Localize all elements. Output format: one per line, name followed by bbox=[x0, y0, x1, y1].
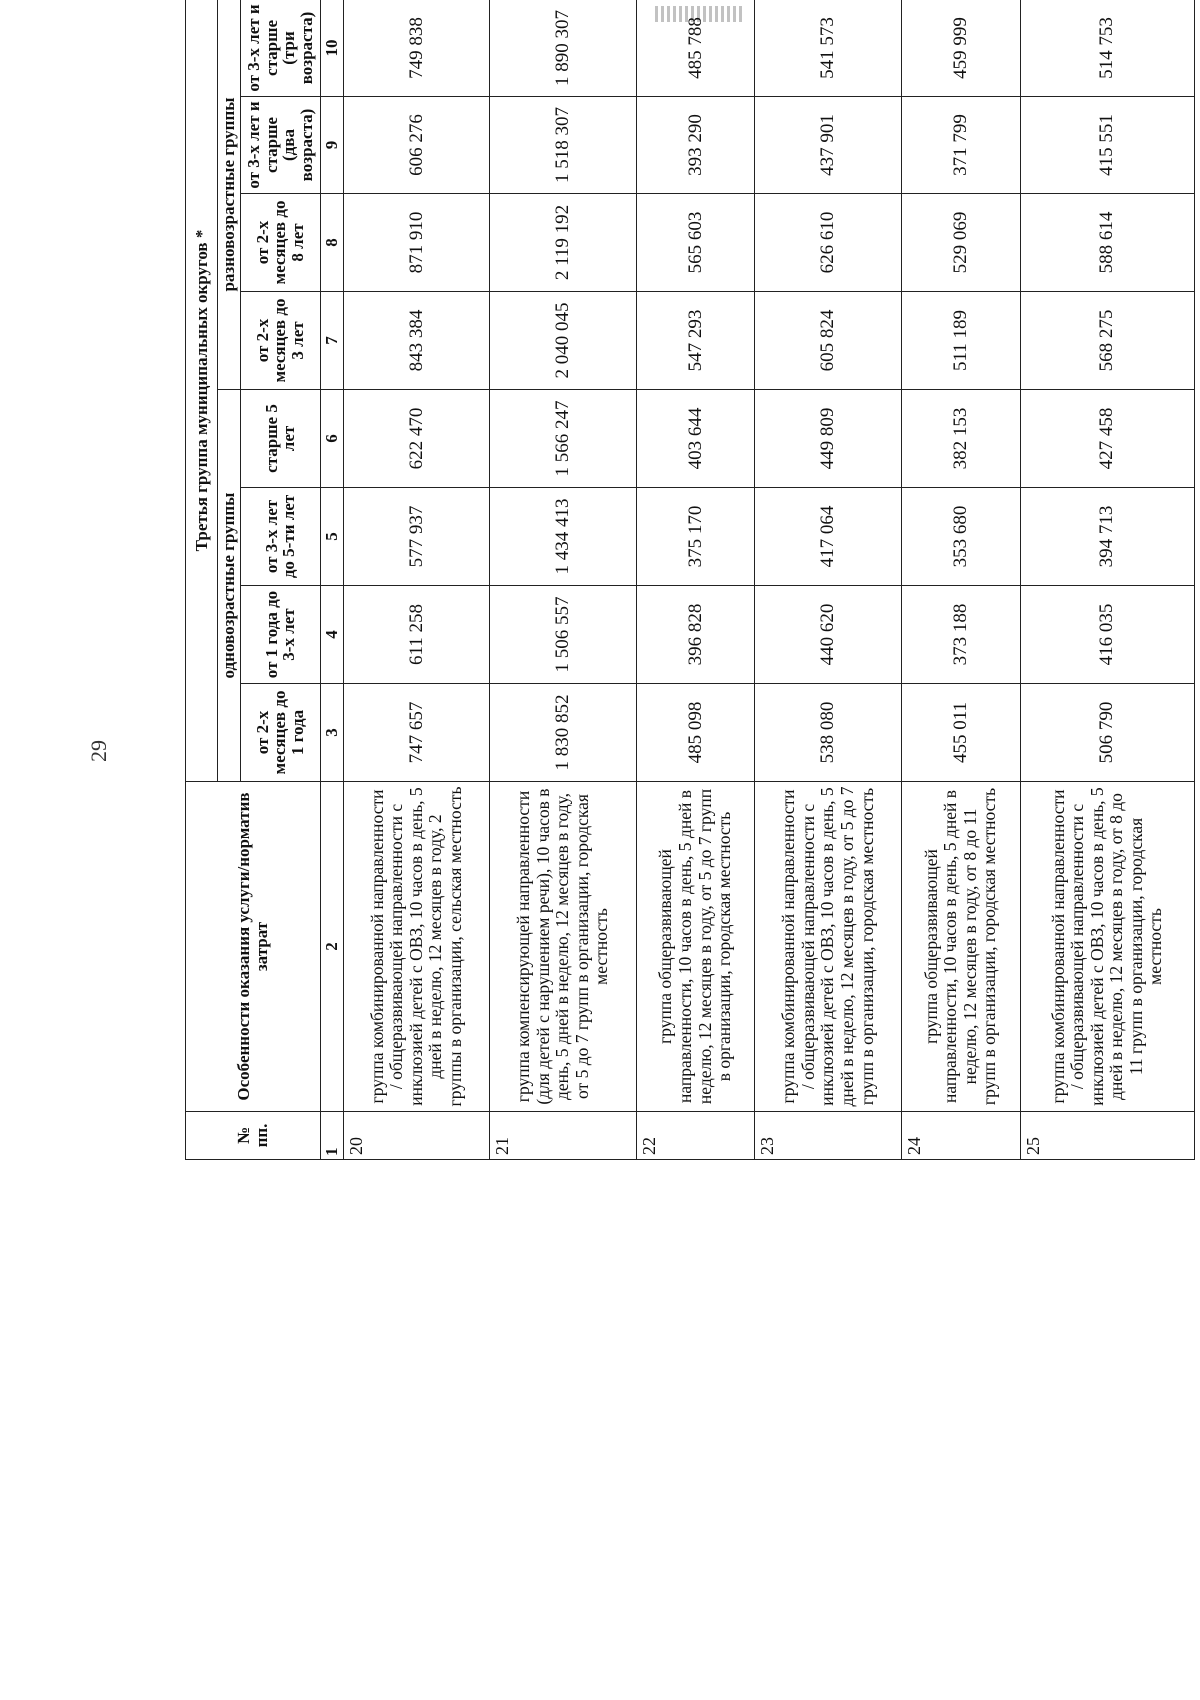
column-header: от 1 года до 3-х лет bbox=[240, 586, 320, 684]
rotated-document bbox=[185, 0, 1195, 1160]
cost-value: 455 011 bbox=[901, 684, 1020, 782]
table-row bbox=[1020, 0, 1194, 1160]
cost-value: 1 566 247 bbox=[490, 390, 637, 488]
cost-value: 373 188 bbox=[901, 586, 1020, 684]
cost-value: 437 901 bbox=[755, 97, 902, 194]
header-feature: Особенности оказания услуги/норматив затрат bbox=[186, 782, 321, 1112]
cost-value: 440 620 bbox=[755, 586, 902, 684]
cost-value: 506 790 bbox=[1020, 684, 1194, 782]
column-index: 7 bbox=[320, 292, 343, 390]
column-header: от 3-х лет и старше (два возраста) bbox=[240, 97, 320, 194]
cost-value: 382 153 bbox=[901, 390, 1020, 488]
cost-value: 568 275 bbox=[1020, 292, 1194, 390]
column-index: 1 bbox=[320, 1112, 343, 1160]
cost-norms-table bbox=[185, 0, 1195, 1160]
column-header: старше 5 лет bbox=[240, 390, 320, 488]
cost-value: 396 828 bbox=[636, 586, 755, 684]
cost-value: 565 603 bbox=[636, 194, 755, 292]
cost-value: 485 098 bbox=[636, 684, 755, 782]
cost-value: 1 830 852 bbox=[490, 684, 637, 782]
column-index: 5 bbox=[320, 488, 343, 586]
cost-value: 747 657 bbox=[343, 684, 490, 782]
column-index: 2 bbox=[320, 782, 343, 1112]
cost-value: 403 644 bbox=[636, 390, 755, 488]
cost-value: 394 713 bbox=[1020, 488, 1194, 586]
cost-value: 626 610 bbox=[755, 194, 902, 292]
cost-value: 1 434 413 bbox=[490, 488, 637, 586]
row-number: 24 bbox=[901, 1112, 1020, 1160]
cost-value: 2 040 045 bbox=[490, 292, 637, 390]
row-number: 25 bbox=[1020, 1112, 1194, 1160]
row-description: группа компенсирующей направленности (для детей с нарушением речи), 10 часов в день, 5 дней в неделю, 12 месяцев в году, от 5 до 7 групп в организации, городская местность bbox=[490, 782, 637, 1112]
row-description: группа комбинированной направленности / общеразвивающей направленности с инклюзией детей с ОВЗ, 10 часов в день, 5 дней в неделю, 12 месяцев в году, от 8 до 11 групп в организации, городская местность bbox=[1020, 782, 1194, 1112]
cost-value: 588 614 bbox=[1020, 194, 1194, 292]
table-row bbox=[490, 0, 637, 1160]
column-header: от 3-х лет и старше (три возраста) bbox=[240, 0, 320, 97]
cost-value: 416 035 bbox=[1020, 586, 1194, 684]
cost-value: 622 470 bbox=[343, 390, 490, 488]
cost-value: 485 788 bbox=[636, 0, 755, 97]
cost-value: 393 290 bbox=[636, 97, 755, 194]
column-index: 8 bbox=[320, 194, 343, 292]
cost-value: 538 080 bbox=[755, 684, 902, 782]
cost-value: 511 189 bbox=[901, 292, 1020, 390]
row-description: группа комбинированной направленности / общеразвивающей направленности с инклюзией детей с ОВЗ, 10 часов в день, 5 дней в неделю, 12 месяцев в году, от 5 до 7 групп в организации, городская местность bbox=[755, 782, 902, 1112]
column-index: 10 bbox=[320, 0, 343, 97]
cost-value: 1 518 307 bbox=[490, 97, 637, 194]
cost-value: 353 680 bbox=[901, 488, 1020, 586]
column-index: 3 bbox=[320, 684, 343, 782]
row-number: 21 bbox=[490, 1112, 637, 1160]
cost-value: 449 809 bbox=[755, 390, 902, 488]
header-group: Третья группа муниципальных округов * bbox=[186, 0, 218, 782]
column-header: от 2-х месяцев до 3 лет bbox=[240, 292, 320, 390]
cost-value: 547 293 bbox=[636, 292, 755, 390]
cost-value: 459 999 bbox=[901, 0, 1020, 97]
cost-value: 577 937 bbox=[343, 488, 490, 586]
cost-value: 415 551 bbox=[1020, 97, 1194, 194]
page-number: 29 bbox=[86, 740, 111, 762]
cost-value: 749 838 bbox=[343, 0, 490, 97]
column-index: 9 bbox=[320, 97, 343, 194]
cost-value: 514 753 bbox=[1020, 0, 1194, 97]
row-number: 22 bbox=[636, 1112, 755, 1160]
row-description: группа общеразвивающей направленности, 10 часов в день, 5 дней в неделю, 12 месяцев в году, от 8 до 11 групп в организации, городская местность bbox=[901, 782, 1020, 1112]
column-header: от 2-х месяцев до 8 лет bbox=[240, 194, 320, 292]
cost-value: 541 573 bbox=[755, 0, 902, 97]
cost-value: 371 799 bbox=[901, 97, 1020, 194]
column-header: от 3-х лет до 5-ти лет bbox=[240, 488, 320, 586]
cost-value: 611 258 bbox=[343, 586, 490, 684]
cost-value: 375 170 bbox=[636, 488, 755, 586]
column-index: 6 bbox=[320, 390, 343, 488]
cost-value: 417 064 bbox=[755, 488, 902, 586]
cost-value: 605 824 bbox=[755, 292, 902, 390]
cost-value: 529 069 bbox=[901, 194, 1020, 292]
table-row bbox=[901, 0, 1020, 1160]
header-mixed-age: разновозрастные группы bbox=[218, 0, 241, 390]
header-same-age: одновозрастные группы bbox=[218, 390, 241, 782]
row-number: 23 bbox=[755, 1112, 902, 1160]
row-description: группа общеразвивающей направленности, 10 часов в день, 5 дней в неделю, 12 месяцев в году, от 5 до 7 групп в организации, городская местность bbox=[636, 782, 755, 1112]
row-number: 20 bbox=[343, 1112, 490, 1160]
table-row bbox=[343, 0, 490, 1160]
cost-value: 1 506 557 bbox=[490, 586, 637, 684]
cost-value: 606 276 bbox=[343, 97, 490, 194]
row-description: группа комбинированной направленности / общеразвивающей направленности с инклюзией детей с ОВЗ, 10 часов в день, 5 дней в неделю, 12 месяцев в году, 2 группы в организации, сельская местность bbox=[343, 782, 490, 1112]
cost-value: 427 458 bbox=[1020, 390, 1194, 488]
table-row bbox=[755, 0, 902, 1160]
cost-value: 843 384 bbox=[343, 292, 490, 390]
header-num: № пп. bbox=[186, 1112, 321, 1160]
table-row bbox=[636, 0, 755, 1160]
column-header: от 2-х месяцев до 1 года bbox=[240, 684, 320, 782]
cost-value: 2 119 192 bbox=[490, 194, 637, 292]
cost-value: 871 910 bbox=[343, 194, 490, 292]
cost-value: 1 890 307 bbox=[490, 0, 637, 97]
column-index: 4 bbox=[320, 586, 343, 684]
